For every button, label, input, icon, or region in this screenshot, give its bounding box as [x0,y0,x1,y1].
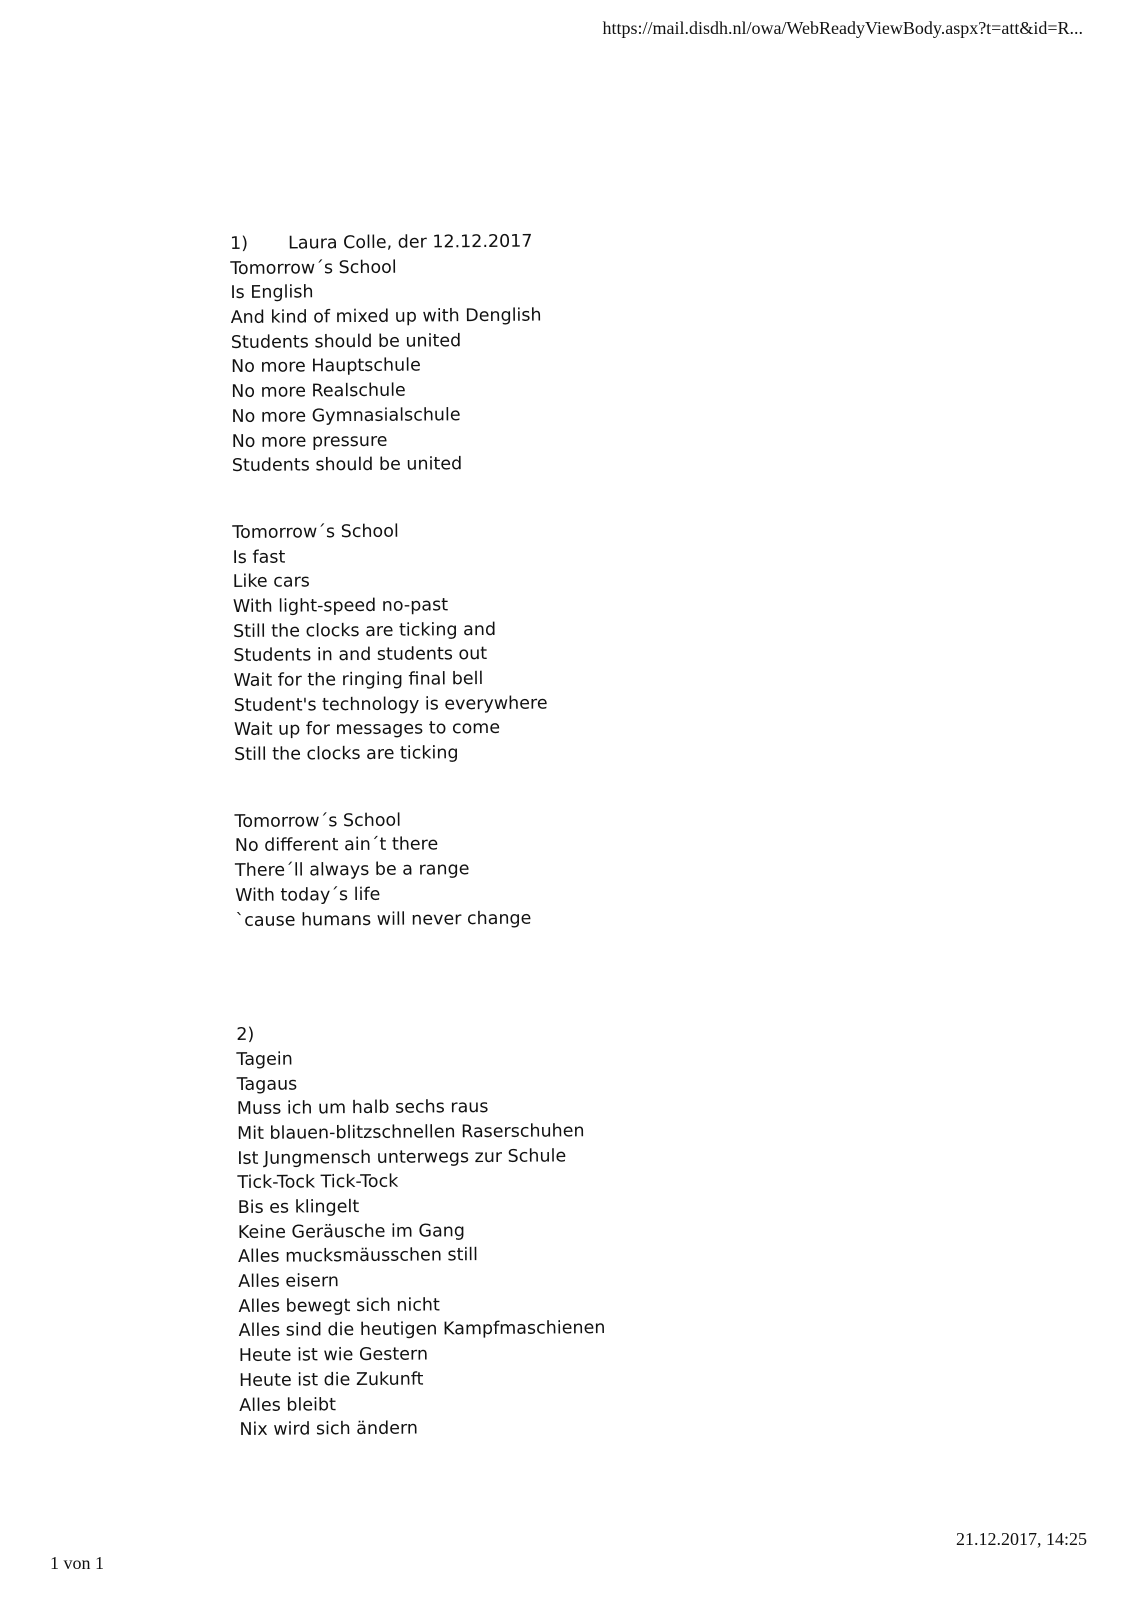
poem-line: Still the clocks are ticking [234,743,459,766]
poem-line: Mit blauen-blitzschnellen Raserschuhen [237,1121,585,1144]
poem-line: Tagaus [236,1074,298,1095]
poem-line: Alles mucksmäusschen still [237,1245,479,1268]
poem-line: Is fast [232,547,286,568]
poem-line: No different ain´t there [234,834,439,857]
poem-line: Students should be united [230,330,462,353]
poem-line: Muss ich um halb sechs raus [236,1097,489,1120]
poem-line: Ist Jungmensch unterwegs zur Schule [237,1146,567,1169]
poem-line: Like cars [232,571,310,593]
poem-2-number: 2) [236,1025,255,1046]
poem-1-author-line: Laura Colle, der 12.12.2017 [288,231,533,254]
poem-line: Is English [230,282,314,304]
poem-line: And kind of mixed up with Denglish [230,305,542,329]
poem-line: No more Gymnasialschule [231,405,461,427]
poem-2-lines [236,1043,799,1442]
poem-line: Tomorrow´s School [232,521,399,543]
poem-line: Alles bewegt sich nicht [238,1295,440,1317]
poem-line: Wait up for messages to come [233,718,501,741]
poem-1-number: 1) [230,233,249,254]
poem-line: `cause humans will never change [235,908,532,931]
poem-line: Keine Geräusche im Gang [237,1220,466,1243]
poem-line: No more Hauptschule [230,355,421,378]
poem-line: No more Realschule [231,380,406,403]
poem-line: Alles eisern [238,1271,339,1293]
poem-line: Heute ist die Zukunft [238,1369,424,1391]
poem-line: Still the clocks are ticking and [233,619,497,642]
poem-line: Students in and students out [233,644,488,667]
poem-line: Bis es klingelt [237,1197,360,1218]
poem-line: Alles sind die heutigen Kampfmaschienen [238,1318,606,1342]
poem-line: With light-speed no-past [232,595,449,617]
poem-line: Tomorrow´s School [234,810,402,832]
poem-line: Tick-Tock Tick-Tock [237,1172,399,1194]
poem-1-stanza-2 [232,516,794,767]
poem-1-stanza-3 [235,805,796,933]
header-url: https://mail.disdh.nl/owa/WebReadyViewBody.aspx?t=att&id=R... [602,18,1083,38]
poem-1-stanza-1 [230,252,792,479]
footer-page-number: 1 von 1 [50,1553,104,1573]
poem-line: Alles bleibt [239,1394,337,1416]
poem-document [230,228,799,1443]
poem-line: With today´s life [235,884,381,906]
poem-line: Student's technology is everywhere [233,693,548,716]
poem-line: There´ll always be a range [234,859,470,882]
poem-line: Students should be united [231,454,463,477]
poem-line: Tagein [236,1049,293,1070]
poem-line: No more pressure [231,430,388,452]
poem-line: Heute ist wie Gestern [238,1344,429,1367]
poem-line: Nix wird sich ändern [239,1418,419,1441]
poem-line: Tomorrow´s School [230,257,397,279]
poem-line: Wait for the ringing final bell [233,669,484,691]
footer-datetime: 21.12.2017, 14:25 [955,1529,1087,1549]
